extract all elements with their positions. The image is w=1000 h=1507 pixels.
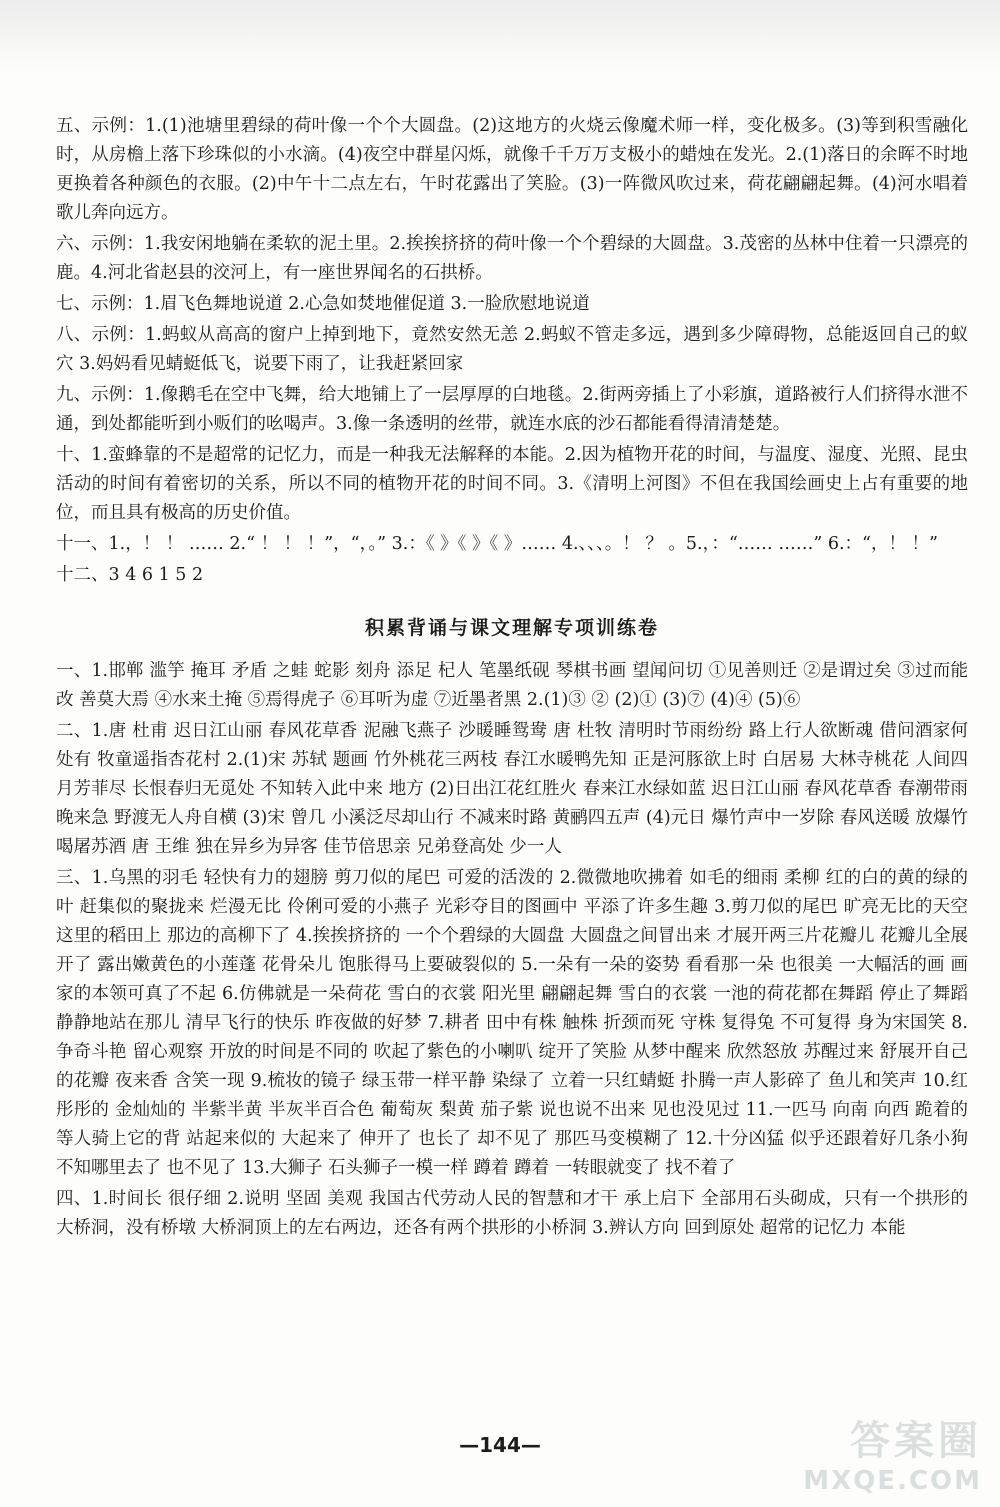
- answer-section-8: 八、示例：1.蚂蚁从高高的窗户上掉到地下，竟然安然无恙 2.蚂蚁不管走多远，遇到多少障碍物，总能返回自己的蚁穴 3.妈妈看见蜻蜓低飞，说要下雨了，让我赶紧回家: [56, 325, 968, 374]
- watermark-cn: 答案圈: [850, 1418, 982, 1464]
- answer-section-9: 九、示例：1.像鹅毛在空中飞舞，给大地铺上了一层厚厚的白地毯。2.街两旁插上了小彩旗，道路被行人们挤得水泄不通，到处都能听到小贩们的吆喝声。3.像一条透明的丝带，就连水底的沙石都能看得清清楚楚。: [56, 385, 968, 434]
- answer-section-7: 七、示例：1.眉飞色舞地说道 2.心急如焚地催促道 3.一脸欣慰地说道: [56, 294, 590, 314]
- recitation-section-3: 三、1.乌黑的羽毛 轻快有力的翅膀 剪刀似的尾巴 可爱的活泼的 2.微微地吹拂着 如毛的细雨 柔柳 红的白的黄的绿的叶 赶集似的聚拢来 烂漫无比 伶俐可爱的小燕子 光彩夺目的图画中 平添了许多生趣 3.剪刀似的尾巴 旷亮无比的天空 这里的稻田上 那边的高柳下了 4.挨挨挤挤的 一个个碧绿的大圆盘 大圆盘之间冒出来 才展开两三片花瓣儿 花瓣儿全展开了 露出嫩黄色的小莲蓬 花骨朵儿 饱胀得马上要破裂似的 5.一朵有一朵的姿势 看看那一朵 也很美 一大幅活的画 画家的本领可真了不起 6.仿佛就是一朵荷花 雪白的衣裳 阳光里 翩翩起舞 雪白的衣裳 一池的荷花都在舞蹈 停止了舞蹈 静静地站在那儿 清早飞行的快乐 昨夜做的好梦 7.耕者 田中有株 触株 折颈而死 守株 复得兔 不可复得 身为宋国笑 8.争奇斗艳 留心观察 开放的时间是不同的 吹起了紫色的小喇叭 绽开了笑脸 从梦中醒来 欣然怒放 苏醒过来 舒展开自己的花瓣 夜来香 含笑一现 9.梳妆的镜子 绿玉带一样平静 染绿了 立着一只红蜻蜓 扑腾一声人影碎了 鱼儿和笑声 10.红彤彤的 金灿灿的 半紫半黄 半灰半百合色 葡萄灰 梨黄 茄子紫 说也说不出来 见也没见过 11.一匹马 向南 向西 跪着的 等人骑上它的背 站起来似的 大起来了 伸开了 也长了 却不见了 那匹马变模糊了 12.十分凶猛 似乎还跟着好几条小狗 不知哪里去了 也不见了 13.大狮子 石头狮子一模一样 蹲着 蹲着 一转眼就变了 找不着了: [56, 868, 968, 1178]
- recitation-section-1: 一、1.邯郸 滥竽 掩耳 矛盾 之蛙 蛇影 刻舟 添足 杞人 笔墨纸砚 琴棋书画 望闻问切 ①见善则迁 ②是谓过矣 ③过而能改 善莫大焉 ④水来土掩 ⑤焉得虎子 ⑥耳听为虚 ⑦近墨者黑 2.(1)③ ② (2)① (3)⑦ (4)④ (5)⑥: [56, 661, 968, 710]
- answer-section-12: 十二、3 4 6 1 5 2: [56, 565, 204, 585]
- watermark-logo: [782, 1409, 982, 1499]
- answer-section-5: 五、示例：1.(1)池塘里碧绿的荷叶像一个个大圆盘。(2)这地方的火烧云像魔术师一样，变化极多。(3)等到积雪融化时，从房檐上落下珍珠似的小水滴。(4)夜空中群星闪烁，就像千千万万支极小的蜡烛在发光。2.(1)落日的余晖不时地更换着各种颜色的衣服。(2)中午十二点左右，午时花露出了笑脸。(3)一阵微风吹过来，荷花翩翩起舞。(4)河水唱着歌儿奔向远方。: [56, 116, 968, 223]
- recitation-section-4: 四、1.时间长 很仔细 2.说明 坚固 美观 我国古代劳动人民的智慧和才干 承上启下 全部用石头砌成，只有一个拱形的大桥洞，没有桥墩 大桥洞顶上的左右两边，还各有两个拱形的小桥洞 3.辨认方向 回到原处 超常的记忆力 本能: [56, 1189, 968, 1238]
- section-title: 积累背诵与课文理解专项训练卷: [364, 617, 659, 639]
- answer-section-10: 十、1.蛮蜂靠的不是超常的记忆力，而是一种我无法解释的本能。2.因为植物开花的时间，与温度、湿度、光照、昆虫活动的时间有着密切的关系，所以不同的植物开花的时间不同。3.《清明上河图》不但在我国绘画史上占有重要的地位，而且具有极高的历史价值。: [56, 445, 968, 523]
- recitation-section-2: 二、1.唐 杜甫 迟日江山丽 春风花草香 泥融飞燕子 沙暖睡鸳鸯 唐 杜牧 清明时节雨纷纷 路上行人欲断魂 借问酒家何处有 牧童遥指杏花村 2.(1)宋 苏轼 题画 竹外桃花三两枝 春江水暖鸭先知 正是河豚欲上时 白居易 大林寺桃花 人间四月芳菲尽 长恨春归无觅处 不知转入此中来 地方 (2)日出江花红胜火 春来江水绿如蓝 迟日江山丽 春风花草香 春潮带雨晚来急 野渡无人舟自横 (3)宋 曾几 小溪泛尽却山行 不减来时路 黄鹂四五声 (4)元日 爆竹声中一岁除 春风送暖 放爆竹 喝屠苏酒 唐 王维 独在异乡为异客 佳节倍思亲 兄弟登高处 少一人: [56, 721, 968, 857]
- page-number: —144—: [459, 1433, 541, 1457]
- watermark-en: MXQE.COM: [803, 1466, 982, 1496]
- page-top-shadow: [0, 0, 1000, 70]
- answer-section-6: 六、示例：1.我安闲地躺在柔软的泥土里。2.挨挨挤挤的荷叶像一个个碧绿的大圆盘。3.茂密的丛林中住着一只漂亮的鹿。4.河北省赵县的洨河上，有一座世界闻名的石拱桥。: [56, 234, 968, 283]
- answer-section-11: 十一、1.，！ ！ …… 2.“ ！ ！ ！”，“，。” 3.：《 》《 》《 》…… 4.、、、。！ ？ 。5.，：“…… ……” 6.：“，！ ！”: [56, 534, 939, 554]
- page-content: [56, 112, 968, 1245]
